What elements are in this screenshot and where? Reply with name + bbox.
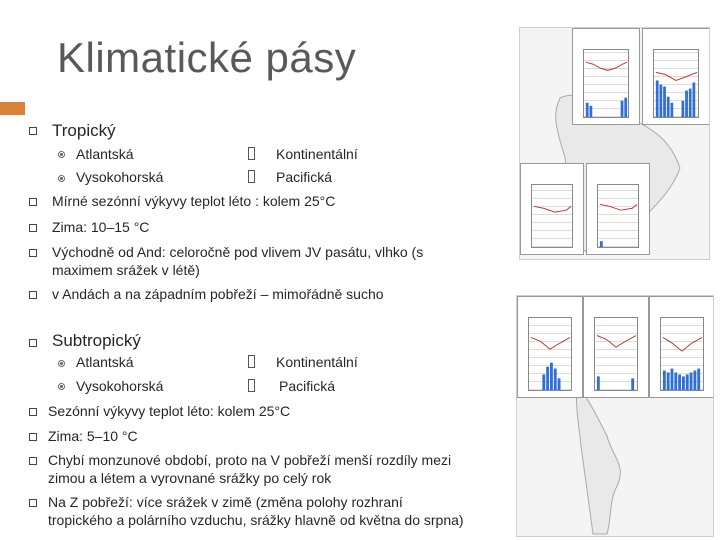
bullet-text: Zima: 5–10 °C bbox=[48, 428, 138, 444]
page-title: Klimatické pásy bbox=[57, 34, 357, 81]
chart-plot bbox=[653, 49, 699, 118]
climate-chart bbox=[583, 296, 649, 398]
sub-bullet-icon bbox=[58, 151, 65, 158]
accent-bar bbox=[0, 102, 25, 115]
sub-item-pacificka: Pacifická bbox=[279, 378, 336, 394]
chart-bars bbox=[661, 318, 703, 390]
climate-map-figure-tropical bbox=[519, 27, 710, 260]
chart-plot bbox=[594, 317, 638, 391]
section-heading-tropicky: Tropický bbox=[52, 121, 116, 140]
bullet-square bbox=[29, 198, 37, 206]
bullet-square bbox=[29, 339, 37, 347]
bullet-text: Na Z pobřeží: více srážek v zimě (změna polohy rozhraní bbox=[48, 494, 403, 510]
section-heading-subtropicky: Subtropický bbox=[52, 331, 141, 350]
missing-glyph-icon bbox=[248, 379, 255, 392]
sub-item-kontinentalni: Kontinentální bbox=[276, 354, 358, 370]
bullet-text: Chybí monzunové období, proto na V pobřeží menší rozdíly mezi bbox=[48, 452, 452, 468]
climate-map-figure-subtropical bbox=[516, 295, 714, 537]
bullet-text-cont: tropického a polárního vzduchu, srážky hlavně od května do srpna) bbox=[48, 512, 464, 528]
missing-glyph-icon bbox=[248, 147, 255, 160]
bullet-square bbox=[29, 457, 37, 465]
sub-bullet-icon bbox=[58, 360, 65, 367]
sub-item-kontinentalni: Kontinentální bbox=[276, 146, 358, 162]
chart-plot bbox=[531, 184, 573, 248]
bullet-square bbox=[29, 249, 37, 257]
bullet-text: v Andách a na západním pobřeží – mimořádně sucho bbox=[52, 286, 384, 302]
chart-plot bbox=[528, 317, 572, 391]
sub-item-atlantska: Atlantská bbox=[76, 354, 134, 370]
climate-chart bbox=[517, 296, 583, 398]
climate-chart bbox=[649, 296, 714, 398]
missing-glyph-icon bbox=[248, 355, 255, 368]
bullet-square bbox=[29, 127, 37, 135]
missing-glyph-icon bbox=[248, 170, 255, 183]
sub-item-vysokohorska: Vysokohorská bbox=[76, 169, 164, 185]
chart-bars bbox=[595, 318, 637, 390]
chart-bars bbox=[532, 185, 572, 247]
chart-plot bbox=[597, 184, 639, 248]
sub-item-pacificka: Pacifická bbox=[276, 169, 333, 185]
bullet-text-cont: zimou a létem a vyrovnané srážky po celý rok bbox=[48, 470, 332, 486]
bullet-square bbox=[29, 408, 37, 416]
climate-chart bbox=[642, 28, 710, 125]
bullet-square bbox=[29, 433, 37, 441]
chart-bars bbox=[584, 50, 628, 117]
bullet-text-cont: maximem srážek v létě) bbox=[52, 262, 200, 278]
bullet-square bbox=[29, 499, 37, 507]
sub-bullet-icon bbox=[58, 175, 65, 182]
bullet-text: Mírné sezónní výkyvy teplot léto : kolem 25°C bbox=[52, 193, 336, 209]
sub-item-vysokohorska: Vysokohorská bbox=[76, 378, 164, 394]
bullet-text: Východně od And: celoročně pod vlivem JV pasátu, vlhko (s bbox=[52, 244, 424, 260]
bullet-square bbox=[29, 224, 37, 232]
bullet-text: Zima: 10–15 °C bbox=[52, 219, 150, 235]
chart-bars bbox=[529, 318, 571, 390]
bullet-square bbox=[29, 291, 37, 299]
climate-chart bbox=[572, 28, 640, 125]
climate-chart bbox=[520, 163, 584, 255]
sub-item-atlantska: Atlantská bbox=[76, 146, 134, 162]
sub-bullet-icon bbox=[58, 383, 65, 390]
chart-plot bbox=[660, 317, 704, 391]
chart-plot bbox=[583, 49, 629, 118]
chart-bars bbox=[598, 185, 638, 247]
climate-chart bbox=[586, 163, 650, 255]
chart-bars bbox=[654, 50, 698, 117]
bullet-text: Sezónní výkyvy teplot léto: kolem 25°C bbox=[48, 403, 291, 419]
